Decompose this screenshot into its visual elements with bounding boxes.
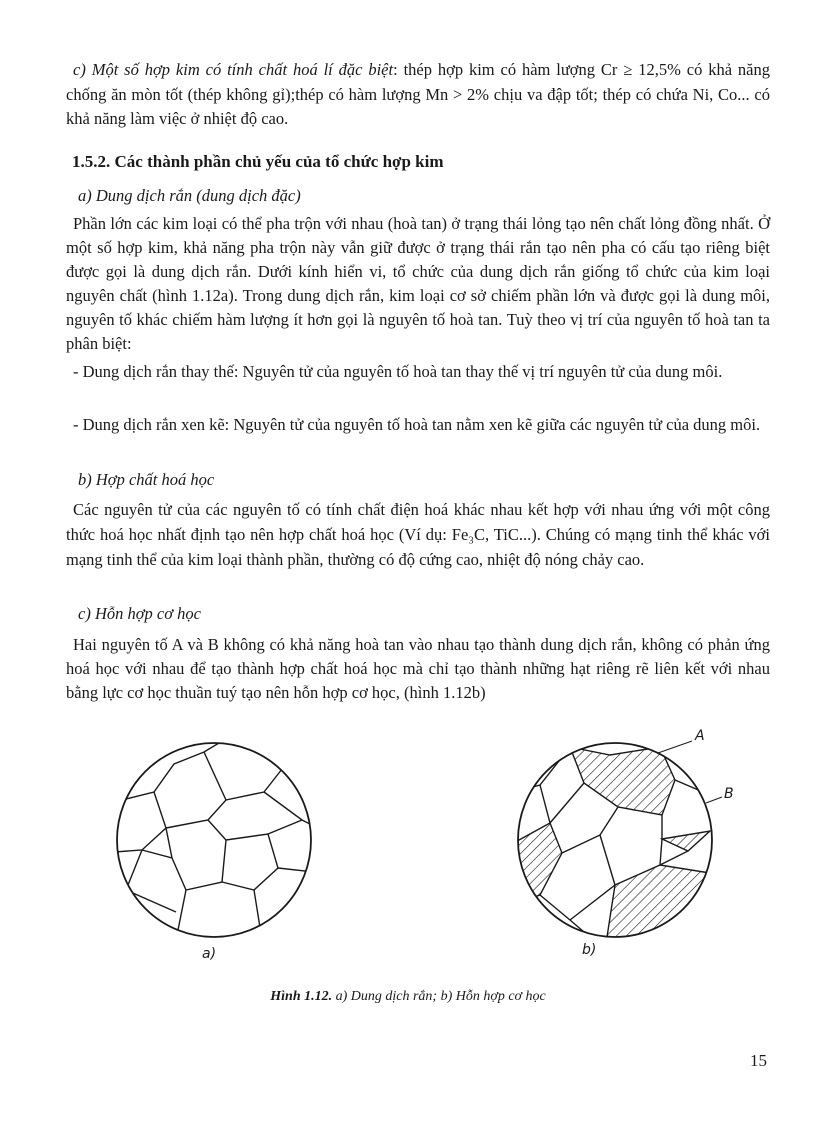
phase-a-grain-small — [662, 831, 710, 851]
phase-label-b: B — [724, 786, 734, 802]
caption-number: Hình 1.12. — [270, 989, 333, 1004]
subheading-b: b) Hợp chất hoá học — [78, 470, 215, 489]
figure-a-solid-solution — [114, 740, 314, 940]
phase-a-grain-top — [570, 747, 675, 815]
phase-label-a: A — [695, 728, 705, 744]
subheading-a: a) Dung dịch rắn (dung dịch đặc) — [78, 186, 301, 205]
paragraph-c-text: : thép hợp kim có hàm lượng Cr ≥ 12,5% có khả năng chống ăn mòn tốt (thép không gỉ);thép có hàm lượng Mn > 2% chịu va đập tốt; thép có chứa Ni, Co... có khả năng làm việc ở nhiệt độ cao. — [66, 60, 770, 128]
bullet-interstitial: - Dung dịch rắn xen kẽ: Nguyên tử của nguyên tố hoà tan nằm xen kẽ giữa các nguyên tử của dung môi. — [73, 415, 761, 434]
figure-b-mechanical-mixture — [510, 735, 740, 950]
paragraph-c-lead: c) Một số hợp kim có tính chất hoá lí đặc biệt — [73, 60, 394, 79]
caption-text: a) Dung dịch rắn; b) Hỗn hợp cơ học — [332, 989, 546, 1004]
grain-boundaries-a — [114, 740, 314, 940]
figure-label-b: b) — [582, 942, 597, 958]
figure-label-a: a) — [202, 946, 217, 962]
leader-line-b — [706, 797, 722, 803]
microscope-field-a — [117, 743, 311, 937]
subheading-c: c) Hỗn hợp cơ học — [78, 604, 201, 623]
page-number: 15 — [750, 1051, 767, 1070]
paragraph-a-body: Phần lớn các kim loại có thể pha trộn với nhau (hoà tan) ở trạng thái lỏng tạo nên chất lỏng đồng nhất. Ở một số hợp kim, khả năng pha trộn này vẫn giữ được ở trạng thái rắn tạo nên pha có cấu tạo riêng biệt được gọi là dung dịch rắn. Dưới kính hiển vi, tổ chức của dung dịch rắn giống tổ chức của kim loại nguyên chất (hình 1.12a). Trong dung dịch rắn, kim loại cơ sở chiếm phần lớn và được gọi là dung môi, nguyên tố khác chiếm hàm lượng ít hơn gọi là nguyên tố hoà tan. Tuỳ theo vị trí của nguyên tố hoà tan ta phân biệt: — [66, 214, 770, 353]
section-heading: 1.5.2. Các thành phần chủ yếu của tổ chức hợp kim — [72, 152, 444, 171]
paragraph-c-special-alloys — [66, 58, 770, 132]
paragraph-c-body: Hai nguyên tố A và B không có khả năng hoà tan vào nhau tạo thành dung dịch rắn, không có phản ứng hoá học với nhau để tạo thành hợp chất hoá học mà chỉ tạo thành những hạt riêng rẽ liên kết với nhau bằng lực cơ học thuần tuý tạo nên hỗn hợp cơ học, (hình 1.12b) — [66, 635, 770, 702]
paragraph-b-body: Các nguyên tử của các nguyên tố có tính chất điện hoá khác nhau kết hợp với nhau ứng với một công thức hoá học nhất định tạo nên hợp chất hoá học (Ví dụ: Fe₃C, TiC...). Chúng có mạng tinh thể khác với mạng tinh thể của kim loại thành phần, thường có độ cứng cao, nhiệt độ nóng chảy cao. — [66, 500, 770, 569]
figure-caption — [0, 989, 816, 1005]
leader-line-a — [658, 741, 692, 753]
bullet-substitutional: - Dung dịch rắn thay thế: Nguyên tử của nguyên tố hoà tan thay thế vị trí nguyên tử của dung môi. — [73, 362, 723, 381]
